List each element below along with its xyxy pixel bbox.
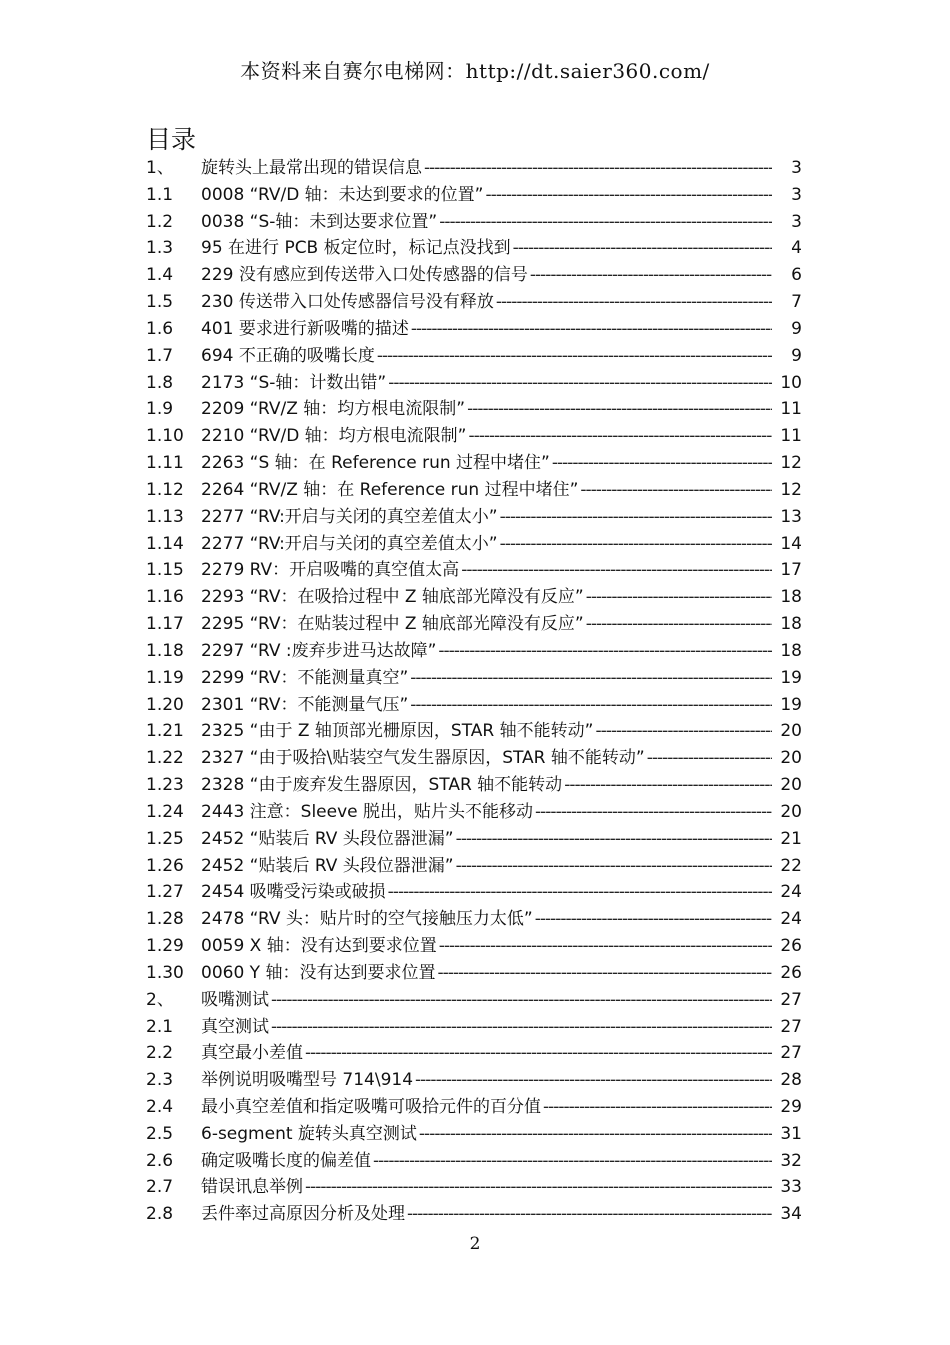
toc-entry-page: 6 xyxy=(791,265,802,286)
toc-entry-title: 2210 “RV/D 轴：均方根电流限制” xyxy=(201,426,467,447)
toc-entry-title: 0059 X 轴：没有达到要求位置 xyxy=(201,936,437,957)
toc-entry-number: 1.6 xyxy=(146,318,174,339)
toc-entry-number: 1.12 xyxy=(146,479,184,500)
toc-leader-dashes xyxy=(407,1204,772,1224)
toc-entry-number: 2.2 xyxy=(146,1043,174,1064)
toc-entry-page: 12 xyxy=(780,453,802,474)
toc-entry[interactable] xyxy=(146,582,802,609)
toc-entry-number: 1.3 xyxy=(146,238,174,259)
toc-leader-dashes xyxy=(388,882,772,902)
table-of-contents xyxy=(146,153,802,1226)
toc-leader-dashes xyxy=(586,587,772,607)
toc-entry-number: 2.5 xyxy=(146,1123,174,1144)
toc-entry-page: 3 xyxy=(791,211,802,232)
toc-entry[interactable] xyxy=(146,207,802,234)
toc-entry[interactable] xyxy=(146,341,802,368)
toc-entry[interactable] xyxy=(146,529,802,556)
toc-entry[interactable] xyxy=(146,985,802,1012)
toc-entry-page: 9 xyxy=(791,318,802,339)
toc-entry[interactable] xyxy=(146,314,802,341)
toc-entry-title: 2299 “RV：不能测量真空” xyxy=(201,667,409,688)
toc-entry-page: 20 xyxy=(780,775,802,796)
toc-entry-title: 2452 “贴装后 RV 头段位器泄漏” xyxy=(201,855,454,876)
toc-leader-dashes xyxy=(500,534,772,554)
toc-entry[interactable] xyxy=(146,502,802,529)
toc-entry[interactable] xyxy=(146,1012,802,1039)
toc-entry[interactable] xyxy=(146,153,802,180)
toc-entry[interactable] xyxy=(146,743,802,770)
toc-leader-dashes xyxy=(513,238,772,258)
toc-entry-number: 1.16 xyxy=(146,587,184,608)
toc-entry-page: 21 xyxy=(780,828,802,849)
toc-entry[interactable] xyxy=(146,180,802,207)
toc-entry[interactable] xyxy=(146,1172,802,1199)
toc-entry[interactable] xyxy=(146,1119,802,1146)
toc-leader-dashes xyxy=(647,748,772,768)
toc-leader-dashes xyxy=(530,265,772,285)
toc-leader-dashes xyxy=(305,1177,772,1197)
toc-leader-dashes xyxy=(424,158,772,178)
toc-entry-page: 14 xyxy=(780,533,802,554)
toc-entry-number: 2.7 xyxy=(146,1177,174,1198)
toc-leader-dashes xyxy=(410,695,772,715)
toc-entry-page: 3 xyxy=(791,184,802,205)
toc-leader-dashes xyxy=(456,829,772,849)
toc-entry-number: 1.28 xyxy=(146,909,184,930)
toc-entry[interactable] xyxy=(146,1065,802,1092)
toc-entry-title: 2277 “RV:开启与关闭的真空差值太小” xyxy=(201,533,498,554)
toc-leader-dashes xyxy=(377,346,772,366)
toc-entry-title: 230 传送带入口处传感器信号没有释放 xyxy=(201,292,494,313)
toc-entry-page: 34 xyxy=(780,1204,802,1225)
toc-entry-title: 2293 “RV：在吸拾过程中 Z 轴底部光障没有反应” xyxy=(201,587,584,608)
toc-entry-number: 2.1 xyxy=(146,1016,174,1037)
toc-entry[interactable] xyxy=(146,716,802,743)
toc-entry[interactable] xyxy=(146,824,802,851)
toc-leader-dashes xyxy=(461,560,772,580)
toc-entry-page: 18 xyxy=(780,587,802,608)
toc-leader-dashes xyxy=(419,1124,772,1144)
toc-leader-dashes xyxy=(388,373,772,393)
toc-entry-page: 24 xyxy=(780,882,802,903)
toc-entry-title: 2478 “RV 头：贴片时的空气接触压力太低” xyxy=(201,909,533,930)
toc-entry-number: 1.11 xyxy=(146,453,184,474)
toc-entry-number: 2、 xyxy=(146,989,174,1010)
toc-entry-number: 1.25 xyxy=(146,828,184,849)
toc-title: 目录 xyxy=(146,125,197,154)
toc-entry-title: 2452 “贴装后 RV 头段位器泄漏” xyxy=(201,828,454,849)
toc-entry-title: 401 要求进行新吸嘴的描述 xyxy=(201,318,409,339)
toc-leader-dashes xyxy=(305,1043,772,1063)
toc-entry[interactable] xyxy=(146,904,802,931)
toc-leader-dashes xyxy=(439,212,772,232)
toc-entry-title: 确定吸嘴长度的偏差值 xyxy=(201,1150,371,1171)
toc-entry-title: 举例说明吸嘴型号 714\914 xyxy=(201,1070,414,1091)
toc-entry[interactable] xyxy=(146,448,802,475)
toc-entry-number: 1.19 xyxy=(146,667,184,688)
toc-entry-title: 2277 “RV:开启与关闭的真空差值太小” xyxy=(201,506,498,527)
toc-leader-dashes xyxy=(595,721,772,741)
toc-entry[interactable] xyxy=(146,636,802,663)
toc-entry-page: 24 xyxy=(780,909,802,930)
toc-entry[interactable] xyxy=(146,475,802,502)
toc-entry-number: 1.9 xyxy=(146,399,174,420)
toc-leader-dashes xyxy=(410,668,772,688)
toc-entry-number: 1.29 xyxy=(146,936,184,957)
toc-entry-number: 1.22 xyxy=(146,748,184,769)
toc-entry-number: 1.10 xyxy=(146,426,184,447)
toc-entry[interactable] xyxy=(146,931,802,958)
toc-leader-dashes xyxy=(564,775,772,795)
toc-entry-title: 2327 “由于吸拾\贴装空气发生器原因，STAR 轴不能转动” xyxy=(201,748,645,769)
toc-entry-page: 17 xyxy=(780,560,802,581)
toc-entry-title: 2209 “RV/Z 轴：均方根电流限制” xyxy=(201,399,466,420)
toc-entry-number: 2.4 xyxy=(146,1096,174,1117)
toc-entry-title: 2325 “由于 Z 轴顶部光栅原因，STAR 轴不能转动” xyxy=(201,721,594,742)
toc-entry[interactable] xyxy=(146,260,802,287)
toc-entry-page: 20 xyxy=(780,801,802,822)
toc-entry-page: 26 xyxy=(780,962,802,983)
toc-entry-number: 1.17 xyxy=(146,614,184,635)
toc-entry-title: 2173 “S-轴：计数出错” xyxy=(201,372,387,393)
toc-entry[interactable] xyxy=(146,233,802,260)
toc-entry-number: 1.21 xyxy=(146,721,184,742)
toc-leader-dashes xyxy=(271,990,772,1010)
toc-entry-number: 1.23 xyxy=(146,775,184,796)
toc-entry-page: 19 xyxy=(780,667,802,688)
toc-entry-title: 2279 RV：开启吸嘴的真空值太高 xyxy=(201,560,460,581)
source-header: 本资料来自赛尔电梯网：http://dt.saier360.com/ xyxy=(240,59,710,83)
toc-entry-page: 22 xyxy=(780,855,802,876)
toc-leader-dashes xyxy=(437,963,772,983)
toc-entry-number: 1.27 xyxy=(146,882,184,903)
toc-entry-number: 1、 xyxy=(146,158,174,178)
toc-entry-page: 18 xyxy=(780,614,802,635)
toc-entry[interactable] xyxy=(146,1092,802,1119)
toc-entry-number: 1.26 xyxy=(146,855,184,876)
toc-leader-dashes xyxy=(438,641,772,661)
toc-leader-dashes xyxy=(271,1017,772,1037)
toc-entry-title: 丢件率过高原因分析及处理 xyxy=(201,1204,405,1225)
toc-entry-page: 27 xyxy=(780,989,802,1010)
toc-entry-number: 1.15 xyxy=(146,560,184,581)
toc-entry-title: 2295 “RV：在贴装过程中 Z 轴底部光障没有反应” xyxy=(201,614,584,635)
toc-entry[interactable] xyxy=(146,1146,802,1173)
toc-entry-page: 18 xyxy=(780,640,802,661)
toc-entry-number: 1.1 xyxy=(146,184,174,205)
toc-entry[interactable] xyxy=(146,690,802,717)
toc-entry[interactable] xyxy=(146,1199,802,1226)
toc-entry-number: 1.7 xyxy=(146,345,174,366)
toc-entry-page: 28 xyxy=(780,1070,802,1091)
toc-entry-title: 2454 吸嘴受污染或破损 xyxy=(201,882,386,903)
toc-leader-dashes xyxy=(535,909,772,929)
toc-entry-page: 20 xyxy=(780,721,802,742)
toc-leader-dashes xyxy=(496,292,772,312)
toc-entry-number: 1.8 xyxy=(146,372,174,393)
toc-entry-title: 2328 “由于废弃发生器原因，STAR 轴不能转动 xyxy=(201,775,563,796)
toc-leader-dashes xyxy=(469,426,773,446)
toc-entry-page: 12 xyxy=(780,479,802,500)
toc-entry[interactable] xyxy=(146,851,802,878)
toc-entry-page: 29 xyxy=(780,1096,802,1117)
toc-leader-dashes xyxy=(580,480,772,500)
toc-entry-number: 1.2 xyxy=(146,211,174,232)
toc-entry-title: 6-segment 旋转头真空测试 xyxy=(201,1123,417,1144)
toc-entry-title: 真空测试 xyxy=(201,1016,269,1037)
toc-entry-number: 1.30 xyxy=(146,962,184,983)
toc-entry-title: 2301 “RV：不能测量气压” xyxy=(201,694,409,715)
toc-entry-number: 2.3 xyxy=(146,1070,174,1091)
toc-entry-page: 33 xyxy=(780,1177,802,1198)
toc-entry[interactable] xyxy=(146,394,802,421)
toc-entry-number: 1.20 xyxy=(146,694,184,715)
toc-entry-page: 13 xyxy=(780,506,802,527)
toc-entry-number: 1.13 xyxy=(146,506,184,527)
toc-entry-number: 1.18 xyxy=(146,640,184,661)
toc-leader-dashes xyxy=(543,1097,772,1117)
toc-entry-title: 694 不正确的吸嘴长度 xyxy=(201,345,375,366)
toc-entry-page: 26 xyxy=(780,936,802,957)
toc-entry[interactable] xyxy=(146,368,802,395)
toc-entry-page: 19 xyxy=(780,694,802,715)
toc-entry-page: 31 xyxy=(780,1123,802,1144)
toc-entry-title: 吸嘴测试 xyxy=(201,989,269,1010)
page-number: 2 xyxy=(469,1234,481,1254)
toc-entry[interactable] xyxy=(146,797,802,824)
toc-entry-page: 11 xyxy=(780,399,802,420)
toc-leader-dashes xyxy=(586,614,772,634)
toc-entry-page: 10 xyxy=(780,372,802,393)
toc-entry[interactable] xyxy=(146,663,802,690)
toc-entry-title: 2443 注意：Sleeve 脱出，贴片头不能移动 xyxy=(201,801,534,822)
toc-entry[interactable] xyxy=(146,287,802,314)
toc-leader-dashes xyxy=(411,319,772,339)
toc-entry-title: 0060 Y 轴：没有达到要求位置 xyxy=(201,962,436,983)
toc-leader-dashes xyxy=(415,1070,772,1090)
toc-entry-number: 1.14 xyxy=(146,533,184,554)
toc-entry-title: 2263 “S 轴：在 Reference run 过程中堵住” xyxy=(201,453,550,474)
toc-entry-number: 1.5 xyxy=(146,292,174,313)
toc-entry-page: 11 xyxy=(780,426,802,447)
toc-leader-dashes xyxy=(552,453,772,473)
toc-entry-title: 2297 “RV :废弃步进马达故障” xyxy=(201,640,437,661)
toc-entry-title: 0038 “S-轴：未到达要求位置” xyxy=(201,211,438,232)
toc-entry-page: 20 xyxy=(780,748,802,769)
toc-entry-number: 2.6 xyxy=(146,1150,174,1171)
toc-entry-title: 229 没有感应到传送带入口处传感器的信号 xyxy=(201,265,528,286)
toc-entry-page: 7 xyxy=(791,292,802,313)
toc-leader-dashes xyxy=(486,185,773,205)
toc-entry-title: 错误讯息举例 xyxy=(201,1177,303,1198)
toc-entry[interactable] xyxy=(146,770,802,797)
toc-leader-dashes xyxy=(535,802,772,822)
toc-entry-number: 2.8 xyxy=(146,1204,174,1225)
toc-entry-title: 95 在进行 PCB 板定位时，标记点没找到 xyxy=(201,238,511,259)
toc-entry-page: 32 xyxy=(780,1150,802,1171)
toc-entry-page: 27 xyxy=(780,1043,802,1064)
toc-entry[interactable] xyxy=(146,421,802,448)
toc-entry-title: 真空最小差值 xyxy=(201,1043,303,1064)
toc-entry-number: 1.4 xyxy=(146,265,174,286)
toc-entry-page: 27 xyxy=(780,1016,802,1037)
toc-entry-title: 2264 “RV/Z 轴：在 Reference run 过程中堵住” xyxy=(201,479,579,500)
toc-leader-dashes xyxy=(467,399,772,419)
toc-entry-page: 9 xyxy=(791,345,802,366)
toc-leader-dashes xyxy=(373,1151,772,1171)
toc-entry-page: 4 xyxy=(791,238,802,259)
toc-entry[interactable] xyxy=(146,1038,802,1065)
toc-entry-title: 最小真空差值和指定吸嘴可吸拾元件的百分值 xyxy=(201,1096,541,1117)
toc-entry-page: 3 xyxy=(791,158,802,178)
toc-entry[interactable] xyxy=(146,877,802,904)
toc-entry[interactable] xyxy=(146,609,802,636)
toc-entry-title: 旋转头上最常出现的错误信息 xyxy=(201,158,422,178)
toc-leader-dashes xyxy=(500,507,772,527)
toc-leader-dashes xyxy=(456,856,772,876)
toc-entry-title: 0008 “RV/D 轴：未达到要求的位置” xyxy=(201,184,484,205)
toc-entry[interactable] xyxy=(146,958,802,985)
toc-entry[interactable] xyxy=(146,555,802,582)
toc-leader-dashes xyxy=(439,936,772,956)
toc-entry-number: 1.24 xyxy=(146,801,184,822)
